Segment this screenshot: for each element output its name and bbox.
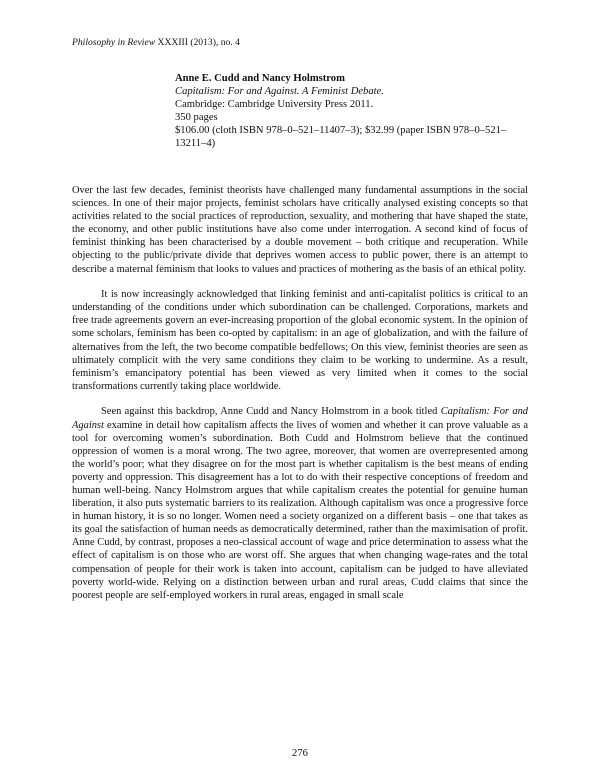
paragraph-2: It is now increasingly acknowledged that linking feminist and anti-capitalist politics is critical to an understanding of the conditions under which subordination can be challenged. Corporations, markets and free trade agreements govern an ever-increasing proportion of the global economic system. In the opinion of some scholars, feminism has been co-opted by capitalism: in an age of globalization, and with the failure of alternatives from the left, the two become compatible bedfellows; On this view, feminist theories are seen as ultimately complicit with the very same conditions they claim to be working to undermine. As a result, feminism’s emancipatory potential has been viewed as very limited when it comes to the social transformations currently taking place worldwide. — [72, 289, 528, 392]
book-price: $106.00 (cloth ISBN 978–0–521–11407–3); $32.99 (paper ISBN 978–0–521–13211–4) — [175, 125, 507, 149]
bibliographic-entry — [175, 72, 535, 150]
paragraph-1: Over the last few decades, feminist theorists have challenged many fundamental assumptions in the social sciences. In one of their major projects, feminist scholars have critically analysed existing concepts so that activities related to the social practices of reproduction, sexuality, and mothering that have shaped the state, the economy, and other public institutions have also come under interrogation. A second kind of focus of feminist thinking has been characterised by a double movement – both critique and recuperation. While objecting to the public/private divide that deprives women access to public power, there is an attempt to describe a maternal feminism that looks to values and practices of mothering as the basis of an ethical polity. — [72, 185, 528, 275]
running-header — [72, 37, 240, 48]
book-pages: 350 pages — [175, 112, 218, 123]
paragraph-3 — [72, 405, 528, 601]
review-body — [72, 184, 528, 614]
book-authors: Anne E. Cudd and Nancy Holmstrom — [175, 73, 345, 84]
journal-issue: XXXIII (2013), no. 4 — [157, 37, 240, 48]
book-publisher: Cambridge: Cambridge University Press 2011. — [175, 99, 374, 110]
book-title: Capitalism: For and Against. A Feminist Debate. — [175, 86, 384, 97]
page-number: 276 — [292, 748, 308, 759]
journal-name: Philosophy in Review — [72, 37, 156, 48]
paragraph-3-book-title: Capitalism: For and Against — [72, 406, 529, 431]
paragraph-3-rest: examine in detail how capitalism affects the lives of women and whether it can prove valuable as a tool for overcoming women’s subordination. Both Cudd and Holmstrom believe that the continued oppression of women is a moral wrong. The two agree, moreover, that women are overrepresented among the world’s poor; what they disagree on for the most part is whether capitalism is the best means of ending poverty and oppression. This disagreement has a lot to do with their respective conceptions of freedom and human well-being. Nancy Holmstrom argues that while capitalism creates the potential for genuine human liberation, it also puts systematic barriers to its realization. Although capitalism was once a progressive force in human history, it is so no longer. Women need a society organized on a different basis – one that takes as its goal the satisfaction of human needs as democratically determined, rather than the maximisation of profit. Anne Cudd, by contrast, proposes a neo-classical account of wage and price determination to assess what the effect of capitalism is on those who are worst off. She argues that when changing wage-rates and the total compensation of people for their work is taken into account, capitalism can be judged to have alleviated poverty world-wide. Relying on a distinction between urban and rural areas, Cudd claims that since the poorest people are self-employed workers in rural areas, engaged in small scale — [72, 419, 529, 601]
paragraph-3-lead: Seen against this backdrop, Anne Cudd and Nancy Holmstrom in a book titled — [101, 406, 438, 418]
